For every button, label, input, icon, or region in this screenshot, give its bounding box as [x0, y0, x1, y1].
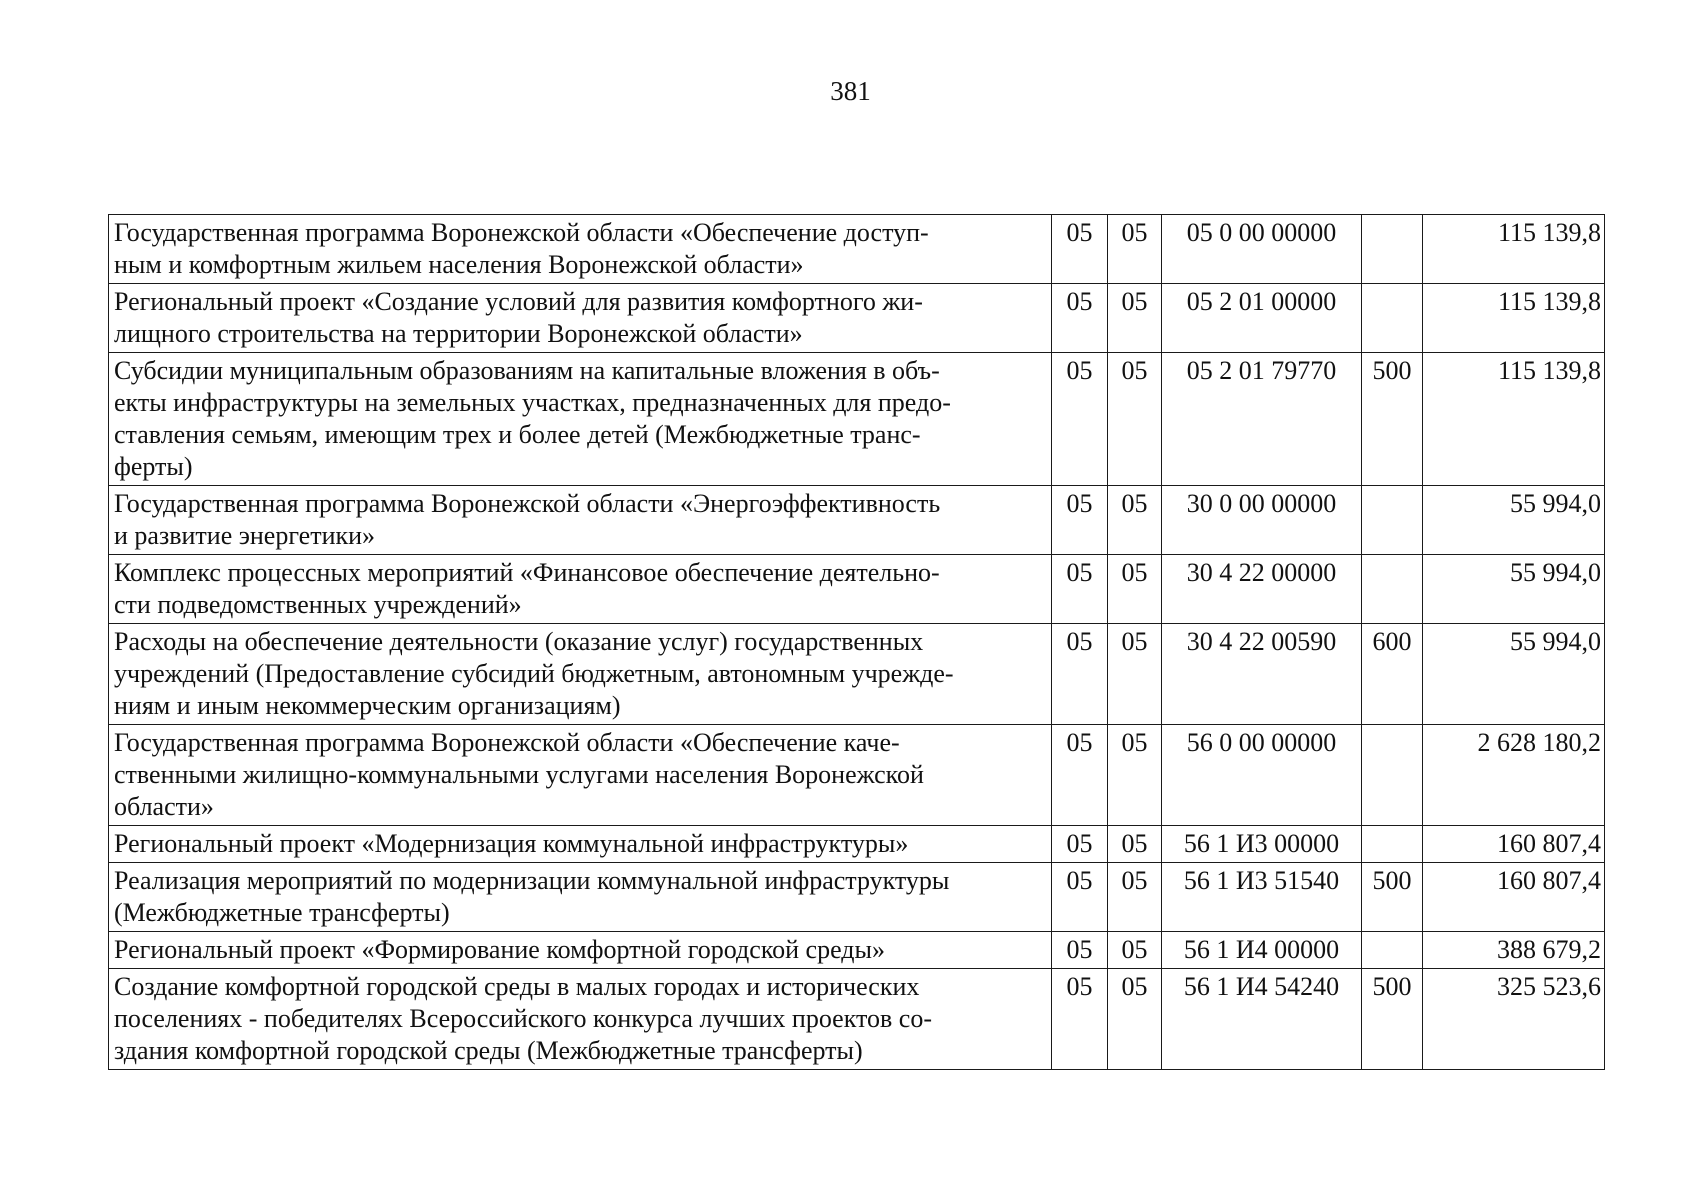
subsection-code-cell: 05	[1108, 486, 1162, 555]
target-article-cell: 30 4 22 00590	[1162, 624, 1362, 725]
amount-cell: 160 807,4	[1423, 863, 1605, 932]
subsection-code-cell: 05	[1108, 725, 1162, 826]
expense-type-cell: 600	[1362, 624, 1423, 725]
row-name-cell	[109, 215, 1052, 284]
row-name-line: ферты)	[114, 452, 193, 481]
row-name-line: Региональный проект «Создание условий для развития комфортного жи-	[114, 287, 923, 316]
section-code-cell: 05	[1052, 215, 1108, 284]
row-name-line: Создание комфортной городской среды в малых городах и исторических	[114, 972, 920, 1001]
row-name-line: ставления семьям, имеющим трех и более детей (Межбюджетные транс-	[114, 420, 921, 449]
row-name-cell	[109, 624, 1052, 725]
row-name-line: Государственная программа Воронежской области «Обеспечение доступ-	[114, 218, 929, 247]
subsection-code-cell: 05	[1108, 353, 1162, 486]
expense-type-cell	[1362, 725, 1423, 826]
amount-cell: 325 523,6	[1423, 969, 1605, 1070]
expense-type-cell: 500	[1362, 353, 1423, 486]
row-name-line: учреждений (Предоставление субсидий бюджетным, автономным учрежде-	[114, 659, 954, 688]
expense-type-cell	[1362, 284, 1423, 353]
expense-type-cell	[1362, 215, 1423, 284]
subsection-code-cell: 05	[1108, 863, 1162, 932]
section-code-cell: 05	[1052, 826, 1108, 863]
amount-cell: 388 679,2	[1423, 932, 1605, 969]
table-row	[109, 969, 1605, 1070]
section-code-cell: 05	[1052, 932, 1108, 969]
expense-type-cell	[1362, 486, 1423, 555]
target-article-cell: 30 0 00 00000	[1162, 486, 1362, 555]
table-row	[109, 725, 1605, 826]
expense-type-cell: 500	[1362, 969, 1423, 1070]
row-name-cell	[109, 284, 1052, 353]
row-name-cell	[109, 826, 1052, 863]
subsection-code-cell: 05	[1108, 215, 1162, 284]
row-name-line: Расходы на обеспечение деятельности (оказание услуг) государственных	[114, 627, 924, 656]
table-row	[109, 284, 1605, 353]
row-name-cell	[109, 353, 1052, 486]
row-name-line: екты инфраструктуры на земельных участках, предназначенных для предо-	[114, 388, 951, 417]
row-name-cell	[109, 932, 1052, 969]
amount-cell: 115 139,8	[1423, 215, 1605, 284]
target-article-cell: 56 1 И3 00000	[1162, 826, 1362, 863]
section-code-cell: 05	[1052, 725, 1108, 826]
amount-cell: 55 994,0	[1423, 555, 1605, 624]
table-row	[109, 486, 1605, 555]
row-name-line: поселениях - победителях Всероссийского конкурса лучших проектов со-	[114, 1004, 932, 1033]
table-row	[109, 826, 1605, 863]
expense-type-cell	[1362, 932, 1423, 969]
subsection-code-cell: 05	[1108, 284, 1162, 353]
target-article-cell: 56 1 И3 51540	[1162, 863, 1362, 932]
row-name-cell	[109, 555, 1052, 624]
amount-cell: 160 807,4	[1423, 826, 1605, 863]
row-name-line: и развитие энергетики»	[114, 521, 376, 550]
section-code-cell: 05	[1052, 353, 1108, 486]
row-name-line: лищного строительства на территории Воронежской области»	[114, 319, 803, 348]
target-article-cell: 56 1 И4 54240	[1162, 969, 1362, 1070]
row-name-line: Субсидии муниципальным образованиям на капитальные вложения в объ-	[114, 356, 940, 385]
subsection-code-cell: 05	[1108, 932, 1162, 969]
target-article-cell: 05 0 00 00000	[1162, 215, 1362, 284]
amount-cell: 115 139,8	[1423, 284, 1605, 353]
target-article-cell: 05 2 01 00000	[1162, 284, 1362, 353]
row-name-line: Региональный проект «Формирование комфортной городской среды»	[114, 935, 885, 964]
table-row	[109, 932, 1605, 969]
target-article-cell: 56 1 И4 00000	[1162, 932, 1362, 969]
subsection-code-cell: 05	[1108, 826, 1162, 863]
row-name-cell	[109, 969, 1052, 1070]
row-name-line: Региональный проект «Модернизация коммунальной инфраструктуры»	[114, 829, 909, 858]
row-name-line: ным и комфортным жильем населения Воронежской области»	[114, 250, 804, 279]
row-name-line: ниям и иным некоммерческим организациям)	[114, 691, 621, 720]
row-name-line: сти подведомственных учреждений»	[114, 590, 522, 619]
expense-type-cell: 500	[1362, 863, 1423, 932]
amount-cell: 115 139,8	[1423, 353, 1605, 486]
row-name-line: Государственная программа Воронежской области «Обеспечение каче-	[114, 728, 900, 757]
amount-cell: 55 994,0	[1423, 624, 1605, 725]
row-name-cell	[109, 725, 1052, 826]
amount-cell: 2 628 180,2	[1423, 725, 1605, 826]
table-row	[109, 624, 1605, 725]
table-row	[109, 215, 1605, 284]
row-name-line: области»	[114, 792, 214, 821]
target-article-cell: 30 4 22 00000	[1162, 555, 1362, 624]
subsection-code-cell: 05	[1108, 969, 1162, 1070]
section-code-cell: 05	[1052, 486, 1108, 555]
table-row	[109, 863, 1605, 932]
section-code-cell: 05	[1052, 284, 1108, 353]
subsection-code-cell: 05	[1108, 624, 1162, 725]
row-name-line: Реализация мероприятий по модернизации коммунальной инфраструктуры	[114, 866, 950, 895]
target-article-cell: 56 0 00 00000	[1162, 725, 1362, 826]
section-code-cell: 05	[1052, 863, 1108, 932]
section-code-cell: 05	[1052, 624, 1108, 725]
budget-table	[108, 214, 1605, 1070]
row-name-line: (Межбюджетные трансферты)	[114, 898, 450, 927]
expense-type-cell	[1362, 826, 1423, 863]
row-name-line: Комплекс процессных мероприятий «Финансовое обеспечение деятельно-	[114, 558, 940, 587]
amount-cell: 55 994,0	[1423, 486, 1605, 555]
row-name-cell	[109, 486, 1052, 555]
section-code-cell: 05	[1052, 969, 1108, 1070]
table-row	[109, 353, 1605, 486]
row-name-line: ственными жилищно-коммунальными услугами населения Воронежской	[114, 760, 924, 789]
target-article-cell: 05 2 01 79770	[1162, 353, 1362, 486]
row-name-cell	[109, 863, 1052, 932]
subsection-code-cell: 05	[1108, 555, 1162, 624]
expense-type-cell	[1362, 555, 1423, 624]
row-name-line: Государственная программа Воронежской области «Энергоэффективность	[114, 489, 941, 518]
table-row	[109, 555, 1605, 624]
section-code-cell: 05	[1052, 555, 1108, 624]
page-number: 381	[830, 76, 871, 106]
row-name-line: здания комфортной городской среды (Межбюджетные трансферты)	[114, 1036, 863, 1065]
table-body	[109, 215, 1605, 1070]
